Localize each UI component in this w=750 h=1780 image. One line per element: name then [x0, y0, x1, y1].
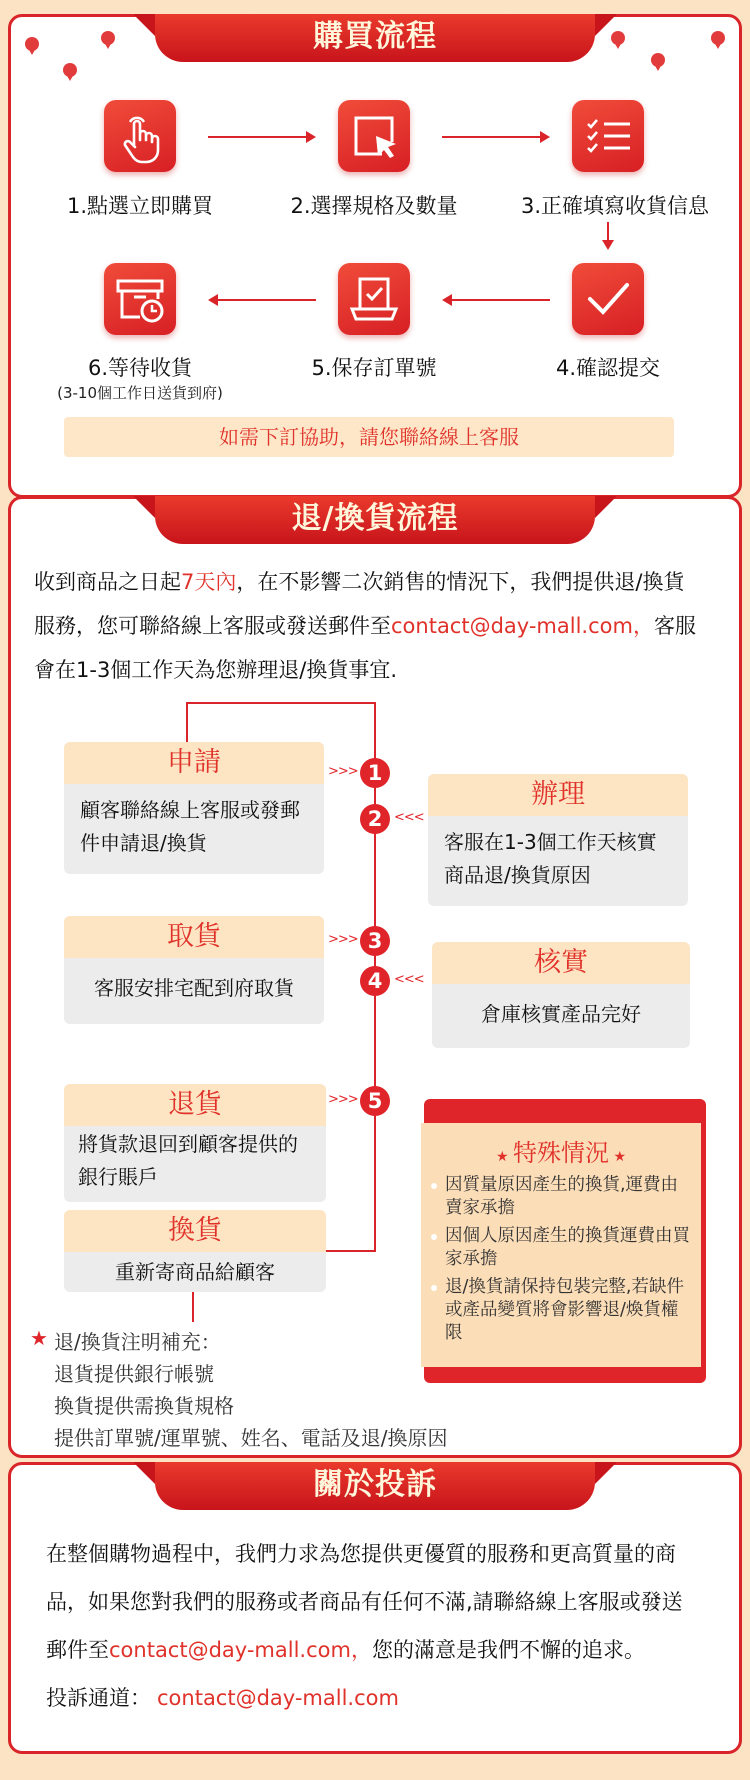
returns-title: 退/換貨流程: [155, 496, 595, 544]
card-body: 重新寄商品給顧客: [115, 1260, 275, 1284]
special-case-item: 因個人原因產生的換貨運費由買家承擔: [435, 1225, 691, 1271]
step-label: 4.確認提交: [555, 356, 661, 380]
arrow-head-icon: [306, 131, 316, 143]
special-case-item: 因質量原因產生的換貨,運費由賣家承擔: [435, 1174, 691, 1220]
flow-line: [186, 702, 188, 744]
intro-text: 服務，您可聯絡線上客服或發送郵件至: [34, 614, 391, 638]
channel-label: 投訴通道：: [46, 1686, 151, 1710]
document-check-icon: [338, 263, 410, 335]
chevron-right-icon: >>>: [328, 1092, 358, 1107]
card-title: 換貨: [64, 1210, 326, 1252]
complaints-line: 在整個購物過程中，我們力求為您提供更優質的服務和更高質量的商: [46, 1542, 676, 1566]
flow-arrow: [208, 136, 308, 138]
chevron-left-icon: <<<: [394, 972, 424, 987]
complaints-line: 郵件至: [46, 1638, 109, 1662]
card-body: 顧客聯絡線上客服或發郵件申請退/換貨: [80, 798, 300, 855]
card-body: 客服安排宅配到府取貨: [94, 976, 294, 1000]
special-cases-title: ★ 特殊情況 ★: [495, 1139, 627, 1167]
complaint-email-link[interactable]: contact@day-mall.com: [157, 1686, 399, 1710]
purchase-title: 購買流程: [155, 14, 595, 62]
step-sublabel: (3-10個工作日送貨到府): [57, 384, 223, 402]
card-body: 將貨款退回到顧客提供的銀行賬戶: [78, 1132, 298, 1189]
step-card-apply: [64, 742, 324, 874]
flow-line: [192, 1292, 194, 1322]
notes-line: 退貨提供銀行帳號: [54, 1362, 214, 1386]
step-label: 6.等待收貨: [87, 356, 193, 380]
arrow-head-icon: [602, 240, 614, 250]
flow-line: [186, 702, 376, 704]
notes-heading: 退/換貨注明補充：: [54, 1330, 221, 1354]
step-number: 2: [360, 804, 390, 834]
help-banner[interactable]: 如需下訂協助，請您聯絡線上客服: [64, 417, 674, 457]
card-body: 客服在1-3個工作天核實商品退/換貨原因: [444, 830, 657, 887]
step-number: 1: [360, 758, 390, 788]
card-title: 退貨: [64, 1084, 326, 1126]
map-pin-icon: [651, 53, 665, 67]
card-title: 申請: [64, 742, 324, 784]
card-title: 核實: [432, 942, 690, 984]
arrow-head-icon: [540, 131, 550, 143]
flow-arrow: [216, 299, 316, 301]
step-card-refund: [64, 1084, 326, 1202]
intro-text: 客服: [653, 614, 696, 638]
intro-text: ，在不影響二次銷售的情況下，我們提供退/換貨: [236, 570, 685, 594]
contact-email-link[interactable]: contact@day-mall.com，: [109, 1638, 372, 1662]
card-title: 取貨: [64, 916, 324, 958]
step-card-verify: [432, 942, 690, 1048]
special-cases-content: [421, 1123, 701, 1367]
flow-arrow: [442, 136, 542, 138]
checklist-icon: [572, 100, 644, 172]
intro-text: 會在1-3個工作天為您辦理退/換貨事宜.: [34, 658, 398, 682]
step-label: 3.正確填寫收貨信息: [520, 194, 710, 218]
step-number: 3: [360, 926, 390, 956]
special-cases-box: [424, 1099, 706, 1383]
notes-line: 換貨提供需換貨規格: [54, 1394, 234, 1418]
returns-intro: [34, 560, 724, 692]
flow-arrow: [607, 222, 609, 242]
intro-text: 收到商品之日起: [34, 570, 181, 594]
intro-days: 7天內: [181, 570, 237, 594]
special-case-item: 退/換貨請保持包裝完整,若缺件或產品變質將會影響退/煥貨權限: [435, 1276, 691, 1345]
step-label: 5.保存訂單號: [311, 356, 437, 380]
chevron-right-icon: >>>: [328, 764, 358, 779]
map-pin-icon: [611, 31, 625, 45]
step-card-process: [428, 774, 688, 906]
complaints-text: [46, 1530, 726, 1722]
package-clock-icon: [104, 263, 176, 335]
map-pin-icon: [63, 63, 77, 77]
notes-line: 提供訂單號/運單號、姓名、電話及退/換原因: [54, 1426, 448, 1450]
map-pin-icon: [101, 31, 115, 45]
step-card-exchange: [64, 1210, 326, 1292]
step-number: 4: [360, 966, 390, 996]
complaints-title: 關於投訴: [155, 1462, 595, 1510]
cursor-select-icon: [338, 100, 410, 172]
complaints-line: 您的滿意是我們不懈的追求。: [371, 1638, 645, 1662]
tap-hand-icon: [104, 100, 176, 172]
chevron-right-icon: >>>: [328, 932, 358, 947]
chevron-left-icon: <<<: [394, 810, 424, 825]
star-icon: ★: [30, 1326, 48, 1350]
flow-arrow: [450, 299, 550, 301]
step-label: 1.點選立即購買: [66, 194, 214, 218]
step-label: 2.選擇規格及數量: [290, 194, 458, 218]
map-pin-icon: [25, 37, 39, 51]
card-body: 倉庫核實產品完好: [481, 1002, 641, 1026]
flow-line: [326, 1250, 376, 1252]
step-number: 5: [360, 1086, 390, 1116]
map-pin-icon: [711, 31, 725, 45]
step-card-pickup: [64, 916, 324, 1024]
card-title: 辦理: [428, 774, 688, 816]
complaints-line: 品，如果您對我們的服務或者商品有任何不滿,請聯絡線上客服或發送: [46, 1590, 683, 1614]
checkmark-icon: [572, 263, 644, 335]
contact-email-link[interactable]: contact@day-mall.com，: [391, 614, 654, 638]
